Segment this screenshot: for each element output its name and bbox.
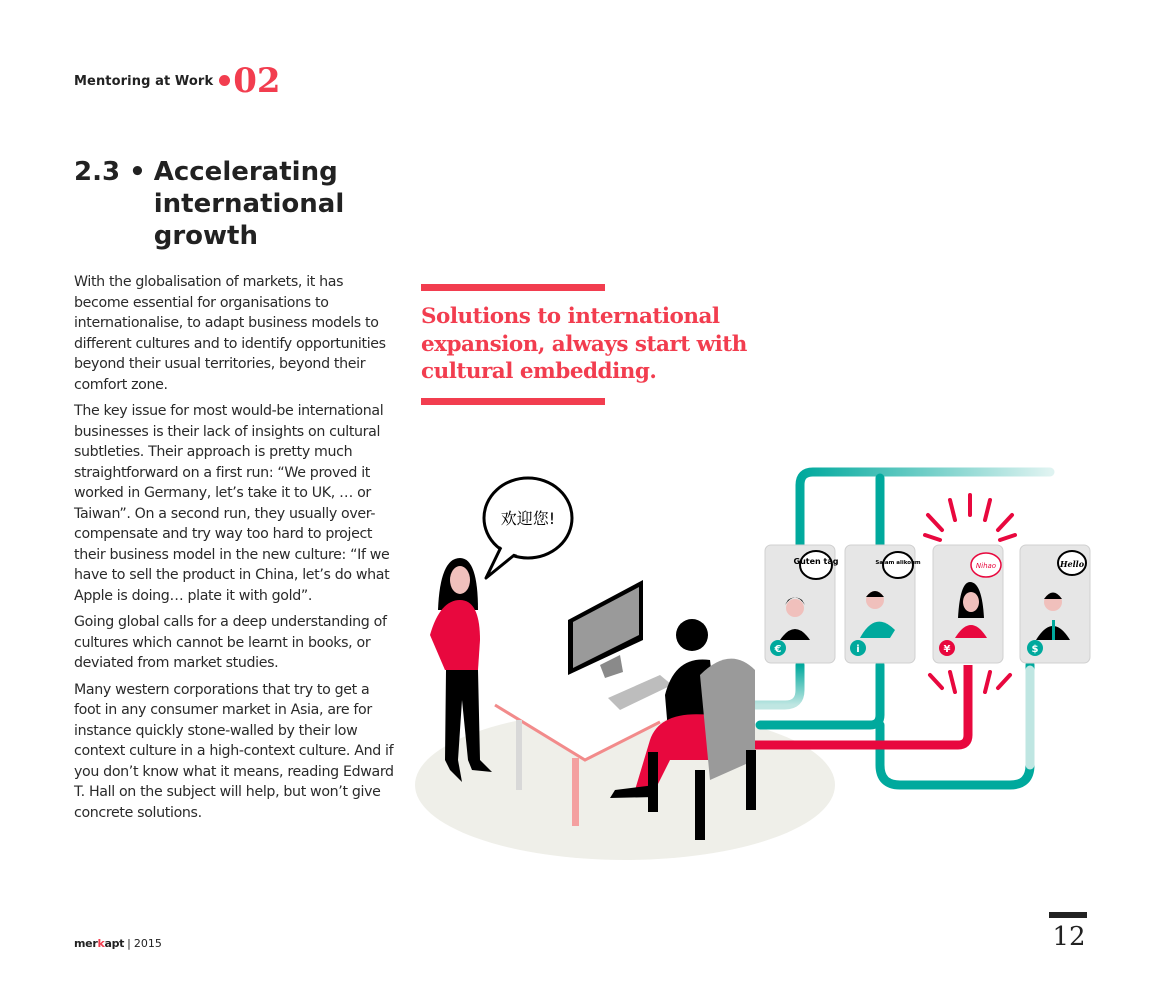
svg-text:€: € xyxy=(774,644,782,655)
pull-quote-bottom-rule xyxy=(421,398,605,405)
body-text xyxy=(74,272,399,829)
svg-text:Salam alikoum: Salam alikoum xyxy=(875,560,921,566)
body-paragraph: Going global calls for a deep understanding of cultures which cannot be learnt in books, or deviated from market studies. xyxy=(74,614,387,671)
svg-text:$: $ xyxy=(1031,644,1039,655)
body-paragraph: Many western corporations that try to get a foot in any consumer market in Asia, are for instance quickly stone-walled by their low context culture in a high-context culture. And if you don’t know what it means, reading Edward T. Hall on the subject will help, but won’t give concrete solutions. xyxy=(74,681,394,821)
svg-text:Nihao: Nihao xyxy=(975,562,997,570)
header-bullet-dot xyxy=(219,75,230,86)
svg-text:i: i xyxy=(856,644,860,655)
section-title xyxy=(74,156,354,252)
chapter-number: 02 xyxy=(233,61,281,101)
pull-quote-top-rule xyxy=(421,284,605,291)
page-number: 12 xyxy=(1052,922,1086,952)
header-title: Mentoring at Work xyxy=(74,73,214,89)
pull-quote: Solutions to international expansion, always start with cultural embedding. xyxy=(421,304,747,384)
brand-logo: merkapt xyxy=(74,937,125,950)
running-header xyxy=(74,61,281,101)
culture-card-germany xyxy=(765,545,839,663)
svg-text:欢迎您!: 欢迎您! xyxy=(500,509,556,528)
section-heading: Accelerating international growth xyxy=(153,157,345,251)
svg-text:Guten tag: Guten tag xyxy=(793,557,839,566)
office-illustration xyxy=(410,460,1110,880)
page-number-rule xyxy=(1049,912,1087,918)
footer-brand xyxy=(74,937,162,950)
welcome-speech-bubble xyxy=(484,478,572,578)
section-number: 2.3 • xyxy=(74,157,146,187)
footer-year: 2015 xyxy=(133,937,162,950)
culture-card-china xyxy=(933,545,1003,663)
culture-card-arabic xyxy=(845,545,921,663)
culture-card-english xyxy=(1020,545,1090,663)
svg-text:¥: ¥ xyxy=(943,644,951,655)
svg-text:Hello: Hello xyxy=(1059,559,1085,569)
footer-separator: | xyxy=(127,937,131,950)
body-paragraph: With the globalisation of markets, it has become essential for organisations to internationalise, to adapt business models to different cultures and to identify opportunities beyond their usual territories, beyond their comfort zone. xyxy=(74,274,386,393)
body-paragraph: The key issue for most would-be international businesses is their lack of insights on cultural subtleties. Their approach is pretty much straightforward on a first run: “We proved it worked in Germany, let’s take it to UK, … or Taiwan”. On a second run, they usually over-compensate and try way too hard to project their business model in the new culture: “If we have to sell the product in China, let’s do what Apple is doing… plate it with gold”. xyxy=(74,403,390,604)
